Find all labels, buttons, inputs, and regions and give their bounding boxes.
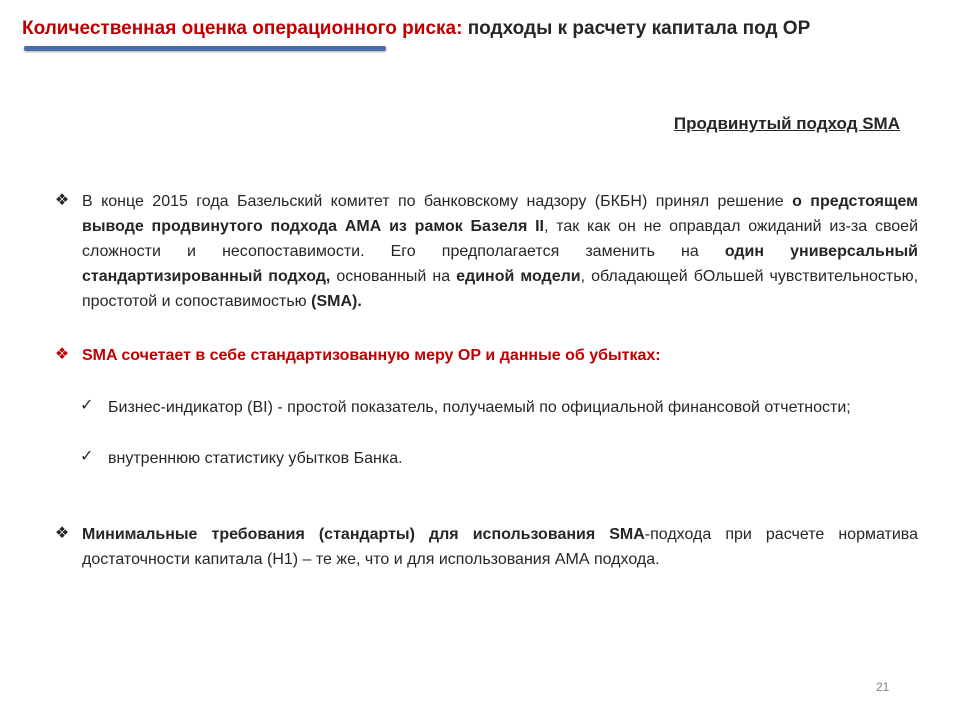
check-item-loss-statistics: внутреннюю статистику убытков Банка. [108, 450, 403, 467]
text-run: основанный на [330, 268, 457, 285]
page-number: 21 [876, 680, 890, 694]
bold-run: (SMA). [311, 293, 362, 310]
bold-run: один универсальный стандартизированный подход, [82, 243, 918, 285]
bold-run: единой модели [456, 268, 581, 285]
check-mark-icon: ✓ [80, 397, 94, 414]
text-run: В конце 2015 года Базельский комитет по банковскому надзору (БКБН) принял решение [82, 193, 793, 210]
title-dark-part: подходы к расчету капитала под ОР [462, 18, 811, 39]
title-underline-bar [24, 46, 386, 51]
slide-title [22, 16, 942, 42]
title-red-part: Количественная оценка операционного риска: [22, 18, 463, 39]
paragraph-minimum-requirements [82, 522, 918, 572]
text-run: , так как он не оправдал ожиданий из-за своей сложности и несопоставимости. Его предполагается заменить на [82, 218, 919, 260]
text-run: , обладающей бОльшей чувствительностью, простотой и сопоставимостью [82, 268, 919, 310]
paragraph-sma-combines: SMA сочетает в себе стандартизованную меру ОР и данные об убытках: [82, 347, 661, 364]
diamond-bullet-icon: ❖ [54, 346, 70, 363]
diamond-bullet-icon: ❖ [54, 525, 70, 542]
bold-run: о предстоящем выводе продвинутого подхода АМА из рамок Базеля II [82, 193, 919, 235]
bold-run: Минимальные требования (стандарты) для использования SMA [82, 526, 645, 543]
check-mark-icon: ✓ [80, 448, 94, 465]
check-item-business-indicator: Бизнес-индикатор (BI) - простой показатель, получаемый по официальной финансовой отчетности; [108, 399, 851, 416]
text-run: -подхода при расчете норматива достаточности капитала (Н1) – те же, что и для использования АМА подхода. [82, 526, 918, 568]
paragraph-ama-withdrawal [82, 189, 918, 314]
diamond-bullet-icon: ❖ [54, 192, 70, 209]
section-subtitle: Продвинутый подход SMA [673, 114, 900, 133]
